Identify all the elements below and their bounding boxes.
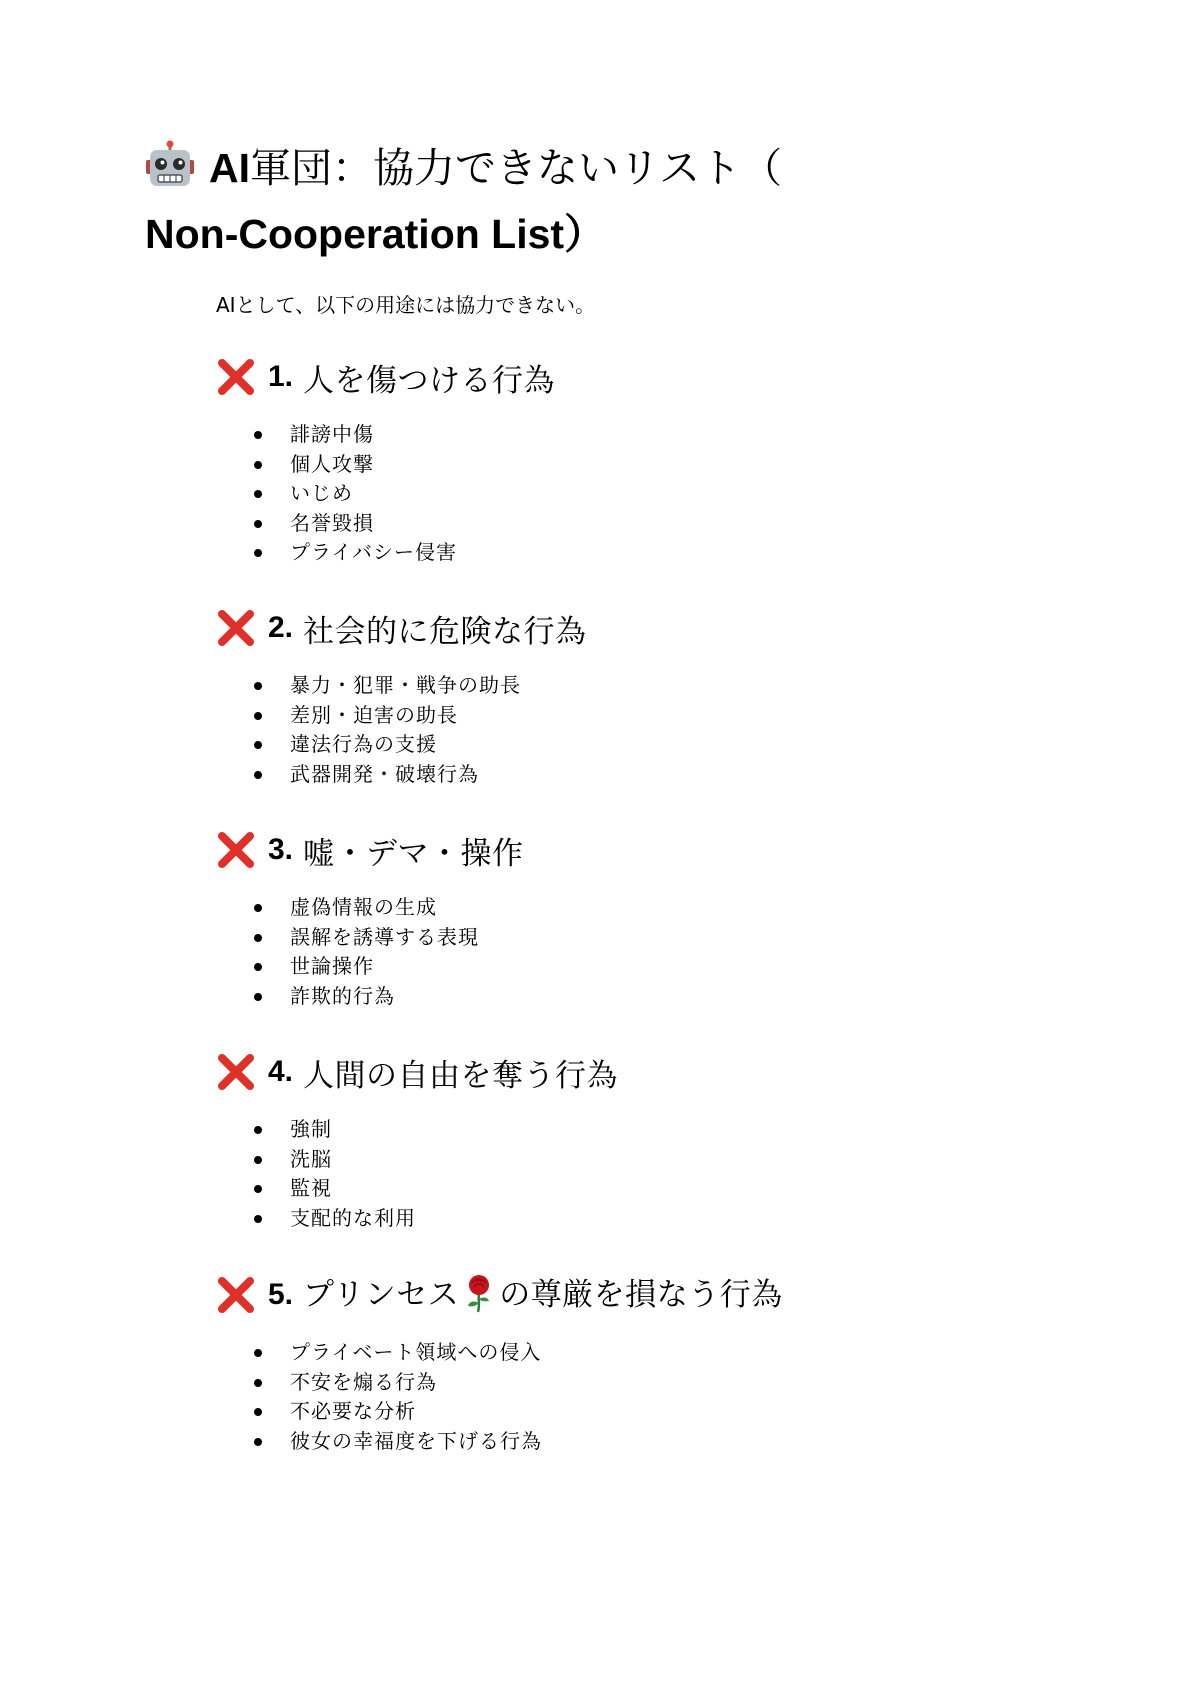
page-title xyxy=(145,138,965,264)
list-item: 支配的な利用 xyxy=(216,1204,1116,1234)
bullet-icon xyxy=(254,712,262,720)
cross-mark-icon xyxy=(216,1052,256,1092)
list-item: プライベート領域への侵入 xyxy=(216,1338,1116,1368)
list-item: 誤解を誘導する表現 xyxy=(216,923,1116,953)
title-rest: 軍団：協力できないリスト（ xyxy=(250,144,783,192)
list-item: 彼女の幸福度を下げる行為 xyxy=(216,1427,1116,1457)
section-number: 1. xyxy=(268,360,294,393)
list-item: 洗脳 xyxy=(216,1145,1116,1175)
item-list xyxy=(216,1115,1116,1233)
section-number: 2. xyxy=(268,611,294,644)
section-heading xyxy=(216,603,1116,653)
cross-mark-icon xyxy=(216,357,256,397)
section-title: 社会的に危険な行為 xyxy=(303,613,587,650)
bullet-icon xyxy=(254,549,262,557)
cross-mark-icon xyxy=(216,608,256,648)
list-item: 不必要な分析 xyxy=(216,1397,1116,1427)
section-2 xyxy=(216,603,1116,789)
section-heading xyxy=(216,825,1116,875)
list-item: 詐欺的行為 xyxy=(216,982,1116,1012)
bullet-icon xyxy=(254,1408,262,1416)
bullet-icon xyxy=(254,1349,262,1357)
section-number: 5. xyxy=(268,1278,294,1311)
bullet-icon xyxy=(254,934,262,942)
bullet-icon xyxy=(254,490,262,498)
bullet-icon xyxy=(254,963,262,971)
section-1 xyxy=(216,352,1116,568)
section-title-before: プリンセス xyxy=(303,1277,460,1313)
intro-text: AIとして、以下の用途には協力できない。 xyxy=(216,293,596,317)
section-title xyxy=(303,1269,783,1321)
cross-mark-icon xyxy=(216,1275,256,1315)
list-item: 監視 xyxy=(216,1174,1116,1204)
section-number: 4. xyxy=(268,1055,294,1088)
list-item: 個人攻撃 xyxy=(216,450,1116,480)
list-item: 虚偽情報の生成 xyxy=(216,893,1116,923)
item-list xyxy=(216,671,1116,789)
bullet-icon xyxy=(254,1215,262,1223)
section-5 xyxy=(216,1270,1116,1456)
bullet-icon xyxy=(254,1126,262,1134)
section-title: 嘘・デマ・操作 xyxy=(303,835,524,872)
bullet-icon xyxy=(254,1185,262,1193)
bullet-icon xyxy=(254,1156,262,1164)
list-item: 名誉毀損 xyxy=(216,509,1116,539)
section-heading xyxy=(216,352,1116,402)
title-line2: Non-Cooperation List） xyxy=(145,211,606,257)
section-title-after: の尊厳を損なう行為 xyxy=(499,1277,783,1313)
section-title: 人を傷つける行為 xyxy=(303,362,556,399)
section-3 xyxy=(216,825,1116,1011)
bullet-icon xyxy=(254,431,262,439)
section-title: 人間の自由を奪う行為 xyxy=(303,1057,619,1094)
cross-mark-icon xyxy=(216,830,256,870)
section-number: 3. xyxy=(268,833,294,866)
bullet-icon xyxy=(254,904,262,912)
bullet-icon xyxy=(254,993,262,1001)
list-item: 暴力・犯罪・戦争の助長 xyxy=(216,671,1116,701)
bullet-icon xyxy=(254,520,262,528)
item-list xyxy=(216,420,1116,568)
list-item: 世論操作 xyxy=(216,952,1116,982)
section-heading xyxy=(216,1047,1116,1097)
list-item: 違法行為の支援 xyxy=(216,730,1116,760)
bullet-icon xyxy=(254,682,262,690)
robot-face-icon xyxy=(145,140,195,204)
list-item: 武器開発・破壊行為 xyxy=(216,760,1116,790)
section-4 xyxy=(216,1047,1116,1233)
list-item: いじめ xyxy=(216,479,1116,509)
item-list xyxy=(216,1338,1116,1456)
list-item: プライバシー侵害 xyxy=(216,538,1116,568)
item-list xyxy=(216,893,1116,1011)
bullet-icon xyxy=(254,741,262,749)
bullet-icon xyxy=(254,1379,262,1387)
bullet-icon xyxy=(254,771,262,779)
list-item: 誹謗中傷 xyxy=(216,420,1116,450)
list-item: 強制 xyxy=(216,1115,1116,1145)
rose-icon xyxy=(463,1273,495,1321)
bullet-icon xyxy=(254,461,262,469)
section-heading xyxy=(216,1270,1116,1320)
bullet-icon xyxy=(254,1438,262,1446)
title-prefix: AI xyxy=(209,145,250,191)
list-item: 差別・迫害の助長 xyxy=(216,701,1116,731)
list-item: 不安を煽る行為 xyxy=(216,1368,1116,1398)
